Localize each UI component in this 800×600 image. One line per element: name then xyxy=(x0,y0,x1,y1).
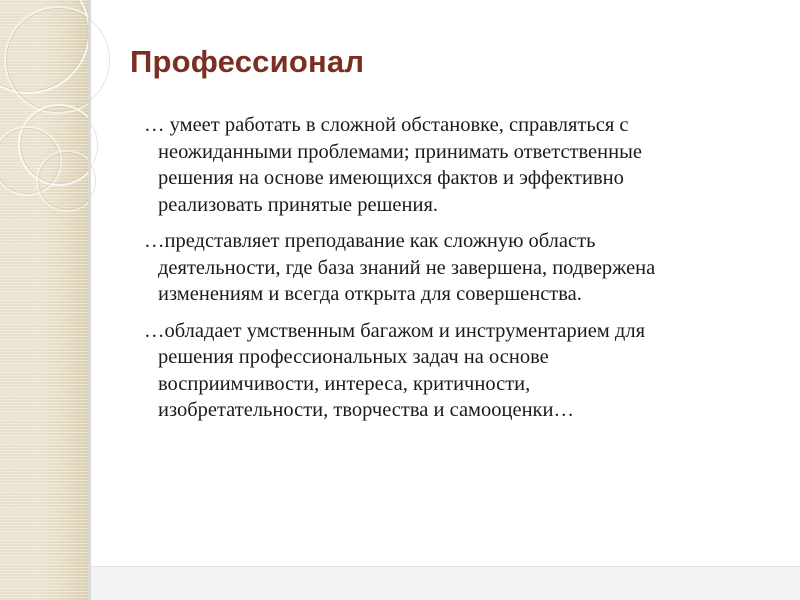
body-paragraph: … умеет работать в сложной обстановке, справляться с неожиданными проблемами; принимать ответственные решения на основе имеющихся фактов и эффективно реализовать принятые решения. xyxy=(144,114,642,216)
side-band-rings xyxy=(0,0,88,600)
decorative-side-band xyxy=(0,0,88,600)
body-paragraph: …обладает умственным багажом и инструментарием для решения профессиональных задач на основе восприимчивости, интереса, критичности, изобретательности, творчества и самооценки… xyxy=(144,319,645,421)
circle-decoration-icon xyxy=(4,6,112,114)
page-title: Профессионал xyxy=(130,44,365,79)
body-paragraph: …представляет преподавание как сложную область деятельности, где база знаний не завершена, подвержена изменениям и всегда открыта для совершенства. xyxy=(144,230,656,305)
band-edge-divider xyxy=(88,0,91,600)
slide-bottom-strip xyxy=(91,566,800,600)
slide-body xyxy=(140,112,660,424)
